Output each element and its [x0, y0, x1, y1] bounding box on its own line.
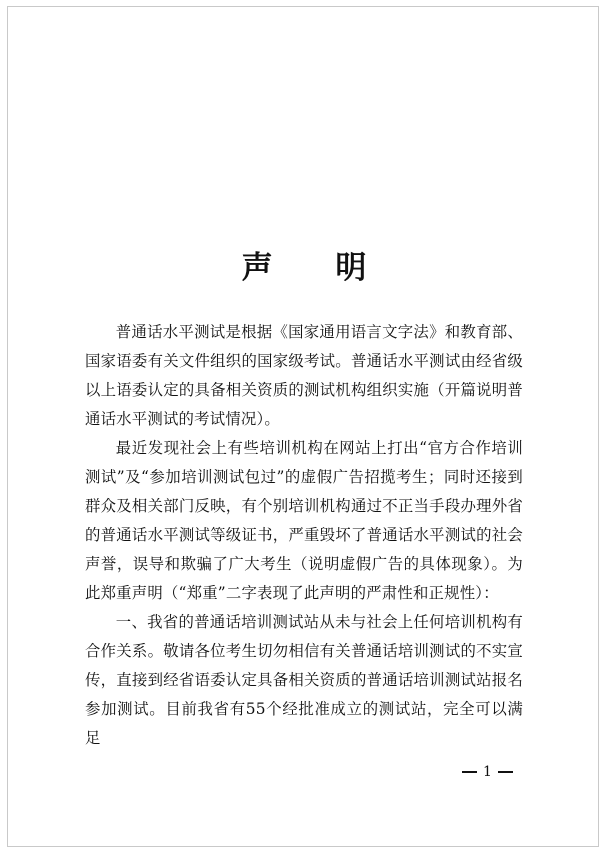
- paragraph-3: 一、我省的普通话培训测试站从未与社会上任何培训机构有合作关系。敬请各位考生切勿相信有关普通话培训测试的不实宣传，直接到经省语委认定具备相关资质的普通话培训测试站报名参加测试。目前我省有55个经批准成立的测试站，完全可以满足: [85, 613, 523, 747]
- document-title: 声 明: [241, 250, 393, 286]
- footer-dash-left: [462, 771, 477, 774]
- paragraph-1: 普通话水平测试是根据《国家通用语言文字法》和教育部、国家语委有关文件组织的国家级考试。普通话水平测试由经省级以上语委认定的具备相关资质的测试机构组织实施（开篇说明普通话水平测试的考试情况）。: [85, 323, 523, 428]
- paragraph-2: 最近发现社会上有些培训机构在网站上打出“官方合作培训测试”及“参加培训测试包过”的虚假广告招揽考生；同时还接到群众及相关部门反映，有个别培训机构通过不正当手段办理外省的普通话水平测试等级证书，严重毁坏了普通话水平测试的社会声誉，误导和欺骗了广大考生（说明虚假广告的具体现象）。为此郑重声明（“郑重”二字表现了此声明的严肃性和正规性）：: [85, 439, 523, 602]
- page-footer: [462, 760, 513, 784]
- document-body: [85, 318, 523, 753]
- footer-dash-right: [498, 771, 513, 774]
- page-number: 1: [483, 764, 492, 780]
